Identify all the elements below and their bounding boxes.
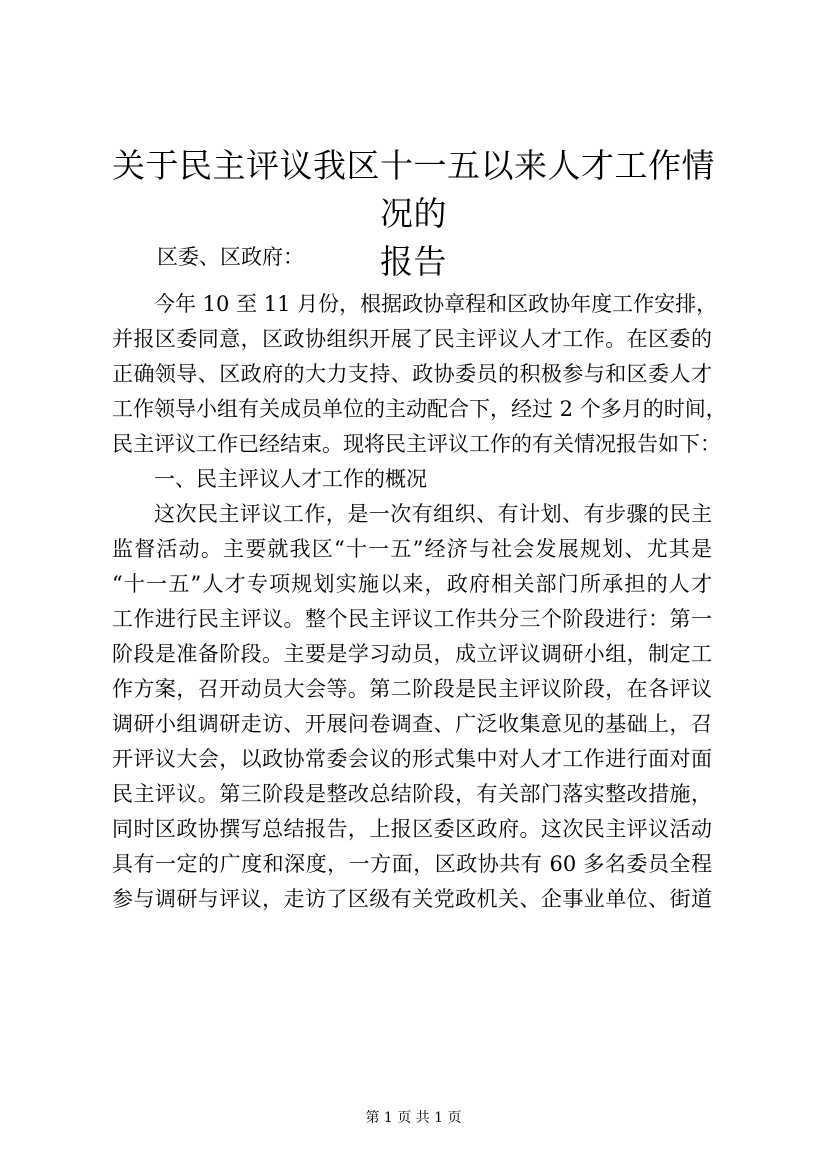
paragraph-2-line: 监督活动。主要就我区“十一五”经济与社会发展规划、尤其是 xyxy=(112,537,712,561)
paragraph-2-line: 参与调研与评议，走访了区级有关党政机关、企事业单位、街道 xyxy=(112,887,712,911)
paragraph-2-line: 调研小组调研走访、开展问卷调查、广泛收集意见的基础上，召 xyxy=(112,712,712,736)
paragraph-1-line: 正确领导、区政府的大力支持、政协委员的积极参与和区委人才 xyxy=(112,362,712,386)
title-line-1: 关于民主评议我区十一五以来人才工作情况的 xyxy=(112,146,715,233)
paragraph-2-line: 阶段是准备阶段。主要是学习动员，成立评议调研小组，制定工 xyxy=(112,642,712,666)
paragraph-2-line: 工作进行民主评议。整个民主评议工作共分三个阶段进行：第一 xyxy=(112,607,712,631)
salutation: 区委、区政府： xyxy=(157,245,304,269)
paragraph-1-line: 民主评议工作已经结束。现将民主评议工作的有关情况报告如下： xyxy=(112,432,721,456)
section-heading: 一、民主评议人才工作的概况 xyxy=(154,467,427,491)
paragraph-2-line: 作方案，召开动员大会等。第二阶段是民主评议阶段，在各评议 xyxy=(112,677,712,701)
paragraph-1-line: 今年 10 至 11 月份，根据政协章程和区政协年度工作安排， xyxy=(154,292,718,316)
paragraph-2-line: 同时区政协撰写总结报告，上报区委区政府。这次民主评议活动 xyxy=(112,817,712,841)
page-footer: 第 1 页 共 1 页 xyxy=(365,1110,462,1126)
paragraph-2-line: “十一五”人才专项规划实施以来，政府相关部门所承担的人才 xyxy=(112,572,712,596)
paragraph-1-line: 并报区委同意，区政协组织开展了民主评议人才工作。在区委的 xyxy=(112,327,712,351)
paragraph-2-line: 这次民主评议工作，是一次有组织、有计划、有步骤的民主 xyxy=(154,502,712,526)
paragraph-2-line: 民主评议。第三阶段是整改总结阶段，有关部门落实整改措施， xyxy=(112,782,712,806)
paragraph-2-line: 开评议大会，以政协常委会议的形式集中对人才工作进行面对面 xyxy=(112,747,712,771)
paragraph-1-line: 工作领导小组有关成员单位的主动配合下，经过 2 个多月的时间， xyxy=(112,397,727,421)
paragraph-2-line: 具有一定的广度和深度，一方面，区政协共有 60 多名委员全程 xyxy=(112,852,712,876)
title-line-2: 报告 xyxy=(380,242,447,281)
